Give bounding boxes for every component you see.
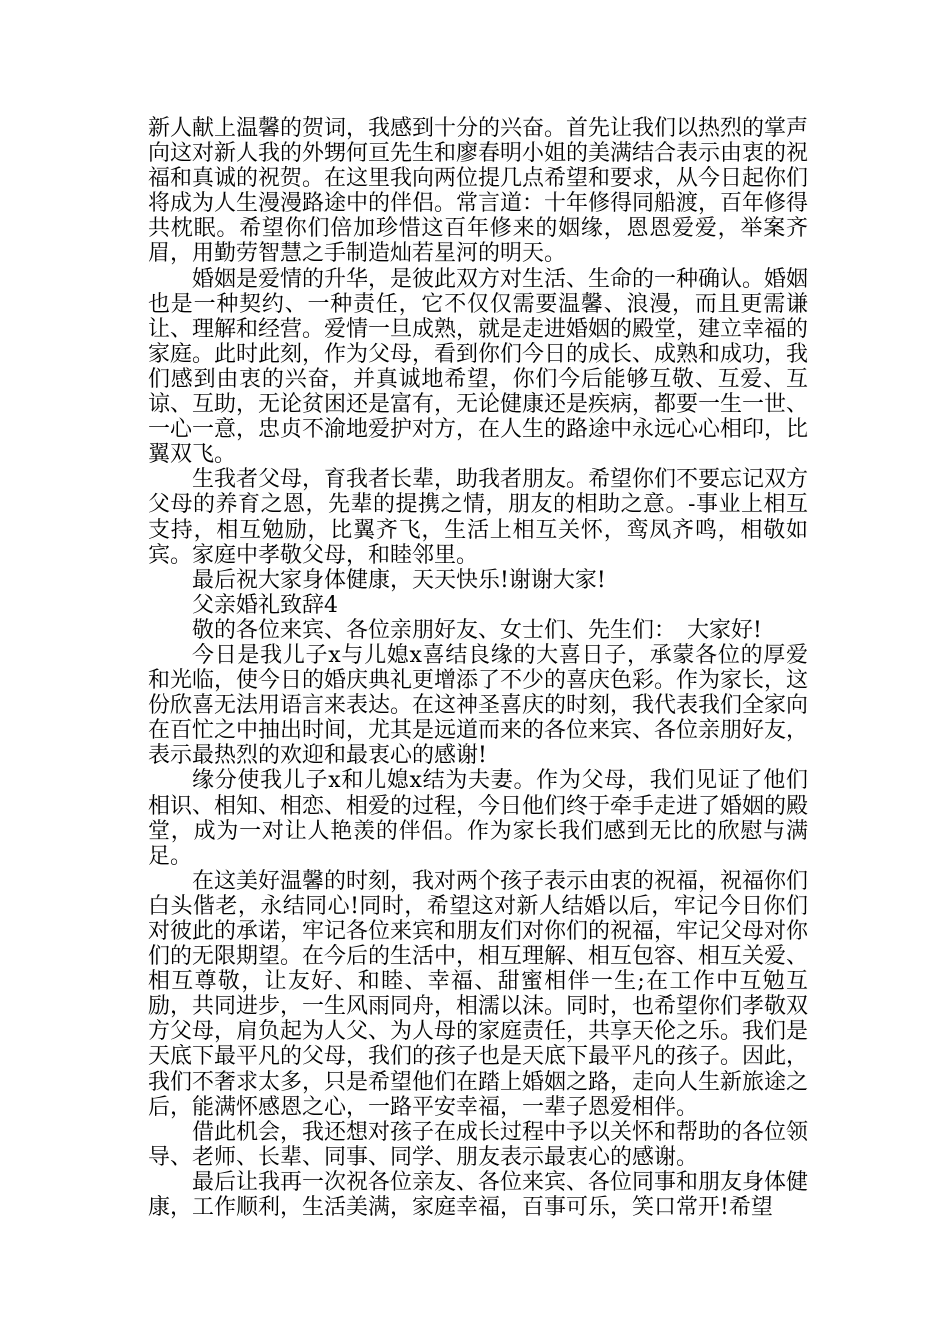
paragraph: 生我者父母，育我者长辈，助我者朋友。希望你们不要忘记双方父母的养育之恩，先辈的提携之情，朋友的相助之意。-事业上相互支持，相互勉励，比翼齐飞，生活上相互关怀，鸾凤齐鸣，相敬如宾。家庭中孝敬父母，和睦邻里。	[148, 467, 809, 568]
paragraph: 新人献上温馨的贺词，我感到十分的兴奋。首先让我们以热烈的掌声向这对新人我的外甥何亘先生和廖春明小姐的美满结合表示由衷的祝福和真诚的祝贺。在这里我向两位提几点希望和要求，从今日起你们将成为人生漫漫路途中的伴侣。常言道：十年修得同船渡，百年修得共枕眠。希望你们倍加珍惜这百年修来的姻缘，恩恩爱爱，举案齐眉，用勤劳智慧之手制造灿若星河的明天。	[148, 116, 809, 267]
paragraph: 今日是我儿子x与儿媳x喜结良缘的大喜日子，承蒙各位的厚爱和光临，使今日的婚庆典礼更增添了不少的喜庆色彩。作为家长，这份欣喜无法用语言来表达。在这神圣喜庆的时刻，我代表我们全家向在百忙之中抽出时间，尤其是远道而来的各位来宾、各位亲朋好友，表示最热烈的欢迎和最衷心的感谢!	[148, 642, 809, 769]
paragraph: 在这美好温馨的时刻，我对两个孩子表示由衷的祝福，祝福你们白头偕老，永结同心!同时，希望这对新人结婚以后，牢记今日你们对彼此的承诺，牢记各位来宾和朋友们对你们的祝福，牢记父母对你们的无限期望。在今后的生活中，相互理解、相互包容、相互关爱、相互尊敬，让友好、和睦、幸福、甜蜜相伴一生;在工作中互勉互励，共同进步，一生风雨同舟，相濡以沫。同时，也希望你们孝敬双方父母，肩负起为人父、为人母的家庭责任，共享天伦之乐。我们是天底下最平凡的父母，我们的孩子也是天底下最平凡的孩子。因此，我们不奢求太多，只是希望他们在踏上婚姻之路，走向人生新旅途之后，能满怀感恩之心，一路平安幸福，一辈子恩爱相伴。	[148, 868, 809, 1120]
document-body	[148, 116, 808, 1220]
salutation: 敬的各位来宾、各位亲朋好友、女士们、先生们： 大家好!	[192, 617, 762, 643]
paragraph: 最后祝大家身体健康，天天快乐!谢谢大家!	[192, 567, 606, 593]
paragraph: 缘分使我儿子x和儿媳x结为夫妻。作为父母，我们见证了他们相识、相知、相恋、相爱的过程，今日他们终于牵手走进了婚姻的殿堂，成为一对让人艳羡的伴侣。作为家长我们感到无比的欣慰与满足。	[148, 768, 809, 869]
section-heading: 父亲婚礼致辞4	[192, 592, 338, 618]
paragraph: 婚姻是爱情的升华，是彼此双方对生活、生命的一种确认。婚姻也是一种契约、一种责任，它不仅仅需要温馨、浪漫，而且更需谦让、理解和经营。爱情一旦成熟，就是走进婚姻的殿堂，建立幸福的家庭。此时此刻，作为父母，看到你们今日的成长、成熟和成功，我们感到由衷的兴奋，并真诚地希望，你们今后能够互敬、互爱、互谅、互助，无论贫困还是富有，无论健康还是疾病，都要一生一世、一心一意，忠贞不渝地爱护对方，在人生的路途中永远心心相印，比翼双飞。	[148, 266, 809, 468]
paragraph: 最后让我再一次祝各位亲友、各位来宾、各位同事和朋友身体健康，工作顺利，生活美满，家庭幸福，百事可乐，笑口常开!希望	[148, 1169, 809, 1221]
paragraph: 借此机会，我还想对孩子在成长过程中予以关怀和帮助的各位领导、老师、长辈、同事、同学、朋友表示最衷心的感谢。	[148, 1119, 809, 1170]
